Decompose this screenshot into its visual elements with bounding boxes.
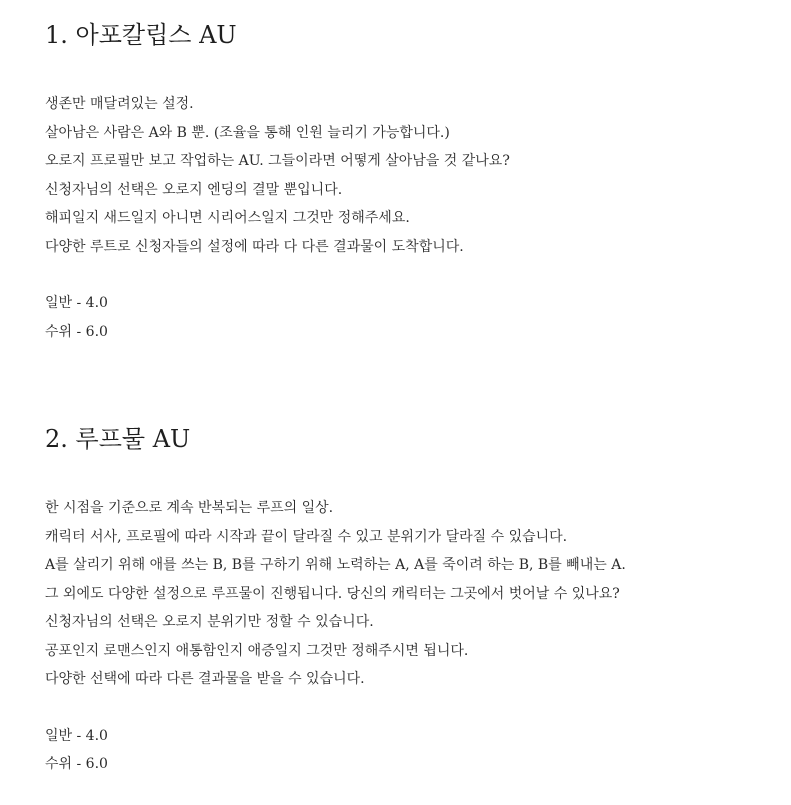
section-title: 1. 아포칼립스 AU	[45, 21, 237, 49]
description-line: 신청자님의 선택은 오로지 분위기만 정할 수 있습니다.	[45, 614, 374, 630]
section-apocalypse-au	[45, 18, 775, 346]
price-list	[45, 289, 775, 346]
price-explicit: 수위 - 6.0	[45, 323, 108, 340]
description-line: 오로지 프로필만 보고 작업하는 AU. 그들이라면 어떻게 살아남을 것 같나요?	[45, 153, 510, 169]
description-line: 신청자님의 선택은 오로지 엔딩의 결말 뿐입니다.	[45, 181, 343, 198]
description-line: 해피일지 새드일지 아니면 시리어스일지 그것만 정해주세요.	[45, 210, 410, 226]
section-description	[45, 494, 775, 694]
section-description	[45, 90, 775, 261]
description-line: 그 외에도 다양한 설정으로 루프물이 진행됩니다. 당신의 캐릭터는 그곳에서 벗어날 수 있나요?	[45, 585, 620, 602]
description-line: 다양한 선택에 따라 다른 결과물을 받을 수 있습니다.	[45, 671, 365, 687]
description-line: 생존만 매달려있는 설정.	[45, 96, 194, 112]
price-explicit: 수위 - 6.0	[45, 756, 108, 772]
price-normal: 일반 - 4.0	[45, 295, 108, 311]
description-line: A를 살리기 위해 애를 쓰는 B, B를 구하기 위해 노력하는 A, A를 죽이려 하는 B, B를 빼내는 A.	[45, 557, 626, 573]
description-line: 캐릭터 서사, 프로필에 따라 시작과 끝이 달라질 수 있고 분위기가 달라질 수 있습니다.	[45, 528, 568, 545]
description-line: 살아남은 사람은 A와 B 뿐. (조율을 통해 인원 늘리기 가능합니다.)	[45, 124, 450, 141]
section-loop-au	[45, 422, 775, 779]
price-list	[45, 722, 775, 779]
description-line: 공포인지 로맨스인지 애통함인지 애증일지 그것만 정해주시면 됩니다.	[45, 642, 469, 659]
price-normal: 일반 - 4.0	[45, 727, 108, 744]
description-line: 다양한 루트로 신청자들의 설정에 따라 다 다른 결과물이 도착합니다.	[45, 238, 464, 255]
section-title: 2. 루프물 AU	[45, 425, 191, 453]
description-line: 한 시점을 기준으로 계속 반복되는 루프의 일상.	[45, 500, 334, 516]
